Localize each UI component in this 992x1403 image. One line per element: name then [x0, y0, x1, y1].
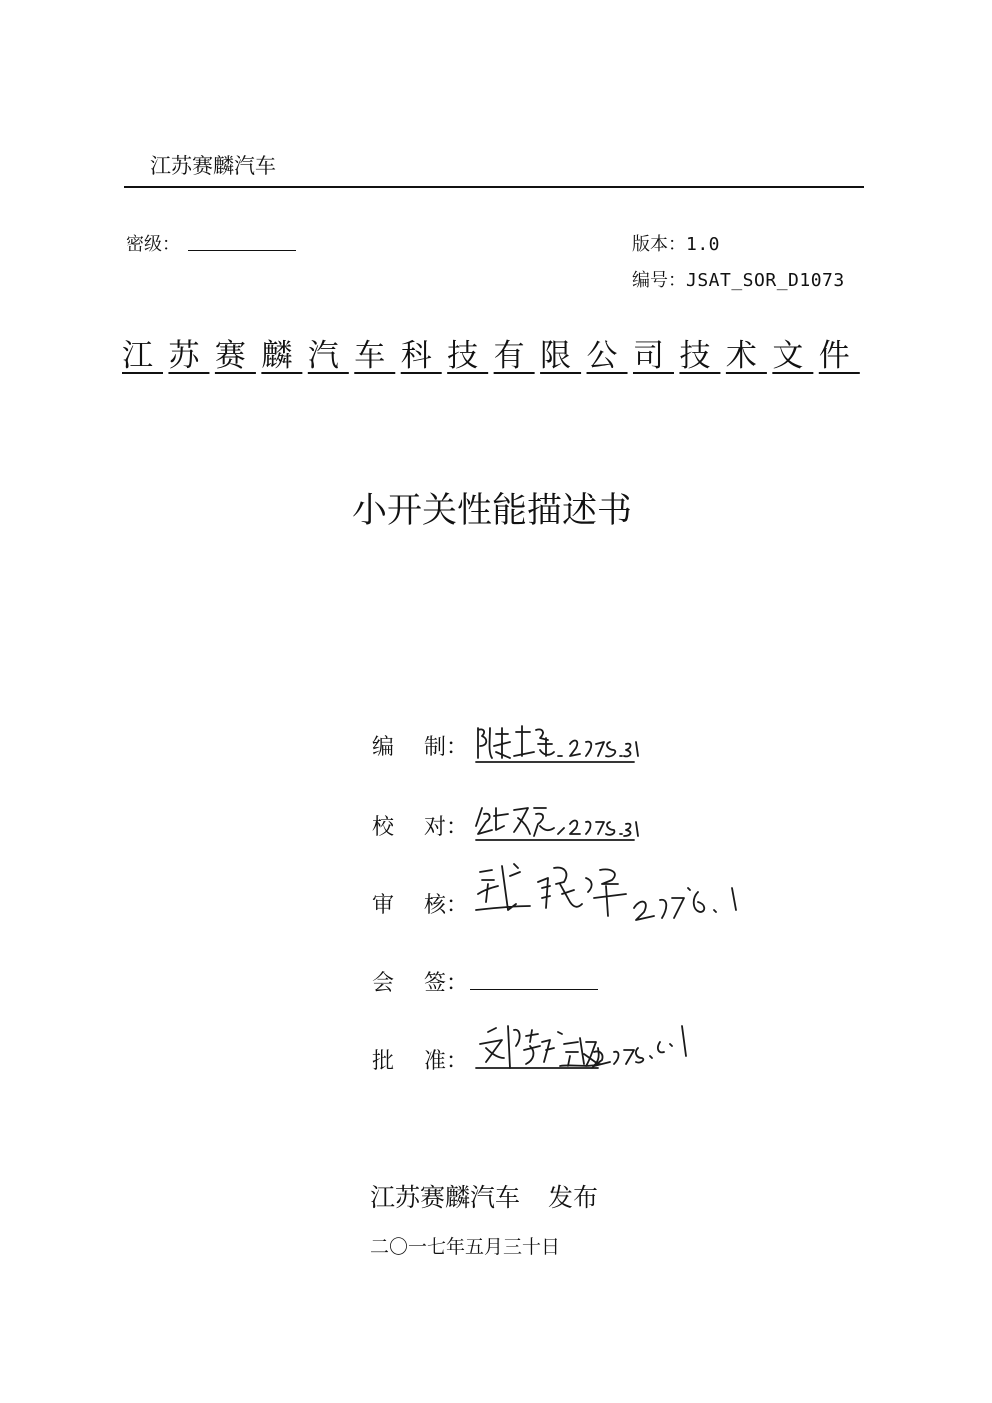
reviewer-signature: [474, 858, 774, 928]
publisher-name: 江苏赛麟汽车: [370, 1183, 521, 1212]
banner-char: 赛: [214, 338, 256, 374]
signoff-approver-row: [372, 1044, 472, 1075]
editor-signature: [474, 722, 644, 766]
publisher-line: [370, 1178, 598, 1214]
document-title: 小开关性能描述书: [352, 491, 633, 531]
banner-char: 件: [818, 338, 860, 374]
header-company-name: 江苏赛麟汽车: [150, 154, 276, 178]
signoff-countersign-row: [372, 966, 472, 997]
version-label: 版本：: [632, 234, 686, 255]
document-banner: [122, 330, 860, 375]
checker-signature: [474, 800, 644, 844]
signoff-countersign-label: 会 签：: [372, 971, 469, 996]
version-line: [632, 230, 720, 256]
docno-line: [632, 266, 845, 292]
signoff-reviewer-label: 审 核：: [372, 893, 469, 918]
signoff-checker-row: [372, 810, 472, 841]
docno-value: JSAT_SOR_D1073: [686, 270, 845, 291]
signoff-approver-label: 批 准：: [372, 1049, 469, 1074]
banner-char: 文: [772, 338, 814, 374]
banner-char: 汽: [307, 338, 349, 374]
secrecy-blank-line: [188, 250, 296, 251]
countersign-blank-line: [470, 989, 598, 990]
banner-char: 麟: [261, 338, 303, 374]
secrecy-label: 密级：: [126, 234, 180, 255]
banner-char: 公: [586, 338, 628, 374]
banner-char: 技: [447, 338, 489, 374]
version-value: 1.0: [686, 234, 721, 255]
docno-label: 编号：: [632, 270, 686, 291]
header-divider: [124, 186, 864, 188]
publish-date: 二〇一七年五月三十日: [370, 1236, 561, 1258]
banner-char: 限: [540, 338, 582, 374]
signoff-checker-label: 校 对：: [372, 815, 469, 840]
signoff-editor-row: [372, 730, 472, 761]
publish-verb: 发布: [548, 1183, 599, 1212]
banner-char: 车: [354, 338, 396, 374]
approver-signature: [474, 1002, 704, 1092]
banner-char: 司: [632, 338, 674, 374]
banner-char: 术: [725, 338, 767, 374]
banner-char: 苏: [168, 338, 210, 374]
banner-char: 技: [679, 338, 721, 374]
signoff-reviewer-row: [372, 888, 472, 919]
signoff-editor-label: 编 制：: [372, 735, 469, 760]
banner-char: 江: [122, 338, 163, 374]
banner-char: 有: [493, 338, 535, 374]
banner-char: 科: [400, 338, 442, 374]
